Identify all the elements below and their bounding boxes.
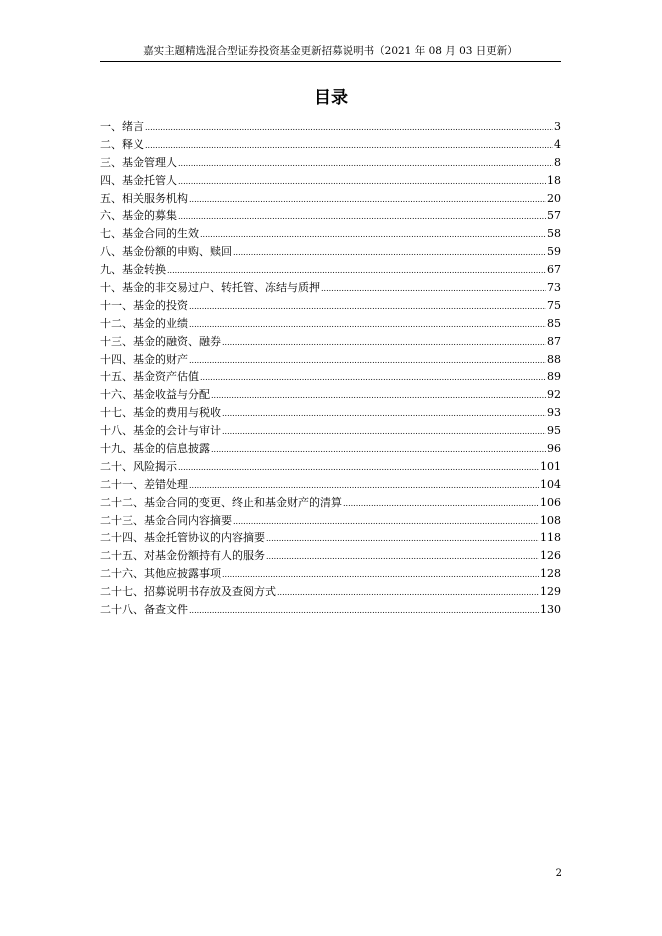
toc-entry[interactable]	[100, 422, 561, 440]
toc-entry-page: 18	[547, 173, 561, 187]
toc-dot-leader	[211, 440, 546, 459]
toc-dot-leader	[222, 422, 546, 441]
toc-entry-label: 八、基金份额的申购、赎回	[100, 245, 232, 259]
toc-entry-page: 85	[547, 316, 561, 330]
toc-entry[interactable]	[100, 297, 561, 315]
toc-dot-leader	[211, 386, 546, 405]
toc-entry[interactable]	[100, 315, 561, 333]
toc-entry-page: 106	[540, 495, 561, 509]
header-rule	[100, 61, 561, 62]
toc-entry-page: 8	[554, 155, 561, 169]
toc-entry-page: 3	[554, 120, 561, 133]
toc-entry[interactable]	[100, 136, 561, 154]
table-of-contents	[100, 118, 561, 619]
toc-entry[interactable]	[100, 333, 561, 351]
toc-entry[interactable]	[100, 529, 561, 547]
toc-entry-label: 二十六、其他应披露事项	[100, 567, 221, 581]
toc-entry[interactable]	[100, 386, 561, 404]
toc-dot-leader	[167, 261, 546, 280]
toc-dot-leader	[189, 190, 546, 209]
toc-dot-leader	[200, 225, 546, 244]
toc-dot-leader	[189, 601, 539, 620]
toc-entry-page: 87	[547, 334, 561, 348]
toc-entry-page: 59	[547, 245, 561, 259]
toc-dot-leader	[222, 404, 546, 423]
toc-dot-leader	[266, 547, 539, 566]
toc-entry-label: 二、释义	[100, 137, 144, 151]
toc-dot-leader	[178, 154, 553, 173]
toc-entry-page: 126	[540, 549, 561, 563]
toc-entry-label: 二十三、基金合同内容摘要	[100, 513, 232, 527]
toc-entry-page: 88	[547, 352, 561, 366]
toc-entry-label: 十三、基金的融资、融券	[100, 334, 221, 348]
toc-entry-label: 十一、基金的投资	[100, 298, 188, 312]
toc-entry-page: 89	[547, 370, 561, 384]
toc-dot-leader	[145, 136, 553, 155]
toc-entry-page: 93	[547, 406, 561, 420]
toc-dot-leader	[277, 583, 539, 602]
toc-entry-page: 4	[554, 137, 561, 151]
toc-entry-label: 九、基金转换	[100, 263, 166, 277]
toc-entry-label: 六、基金的募集	[100, 209, 177, 223]
toc-entry-label: 十二、基金的业绩	[100, 316, 188, 330]
toc-entry-page: 57	[547, 209, 561, 223]
toc-entry-page: 128	[540, 567, 561, 581]
toc-entry-page: 101	[540, 459, 561, 473]
toc-entry-label: 二十二、基金合同的变更、终止和基金财产的清算	[100, 495, 342, 509]
toc-entry[interactable]	[100, 458, 561, 476]
toc-entry[interactable]	[100, 368, 561, 386]
toc-entry-page: 108	[540, 513, 561, 527]
toc-dot-leader	[178, 458, 539, 477]
toc-dot-leader	[145, 118, 553, 137]
toc-dot-leader	[343, 494, 539, 513]
toc-entry-label: 二十、风险揭示	[100, 459, 177, 473]
toc-entry[interactable]	[100, 207, 561, 225]
toc-entry[interactable]	[100, 440, 561, 458]
toc-entry-page: 75	[547, 298, 561, 312]
toc-entry-page: 92	[547, 388, 561, 402]
toc-entry[interactable]	[100, 172, 561, 190]
toc-entry-label: 二十五、对基金份额持有人的服务	[100, 549, 265, 563]
page-number: 2	[555, 868, 562, 879]
toc-entry[interactable]	[100, 154, 561, 172]
toc-entry-page: 58	[547, 227, 561, 241]
toc-entry-label: 二十四、基金托管协议的内容摘要	[100, 531, 265, 545]
toc-entry-page: 95	[547, 424, 561, 438]
toc-entry-label: 四、基金托管人	[100, 173, 177, 187]
toc-entry[interactable]	[100, 279, 561, 297]
running-header: 嘉实主题精选混合型证券投资基金更新招募说明书（2021 年 08 月 03 日更新）	[143, 45, 518, 57]
toc-entry-page: 104	[540, 477, 561, 491]
toc-dot-leader	[222, 565, 539, 584]
toc-entry[interactable]	[100, 261, 561, 279]
toc-entry-label: 十七、基金的费用与税收	[100, 406, 221, 420]
toc-entry-page: 20	[547, 191, 561, 205]
toc-entry-label: 十五、基金资产估值	[100, 370, 199, 384]
toc-entry[interactable]	[100, 512, 561, 530]
toc-dot-leader	[189, 351, 546, 370]
toc-entry-label: 十九、基金的信息披露	[100, 442, 210, 456]
toc-dot-leader	[233, 512, 539, 531]
toc-entry-label: 十四、基金的财产	[100, 352, 188, 366]
toc-dot-leader	[189, 315, 546, 334]
toc-dot-leader	[321, 279, 546, 298]
toc-entry[interactable]	[100, 225, 561, 243]
toc-entry-label: 三、基金管理人	[100, 155, 177, 169]
toc-entry-label: 七、基金合同的生效	[100, 227, 199, 241]
toc-dot-leader	[178, 207, 546, 226]
toc-entry-page: 96	[547, 442, 561, 456]
toc-entry-label: 十八、基金的会计与审计	[100, 424, 221, 438]
toc-entry[interactable]	[100, 190, 561, 208]
toc-dot-leader	[233, 243, 546, 262]
toc-entry-label: 二十七、招募说明书存放及查阅方式	[100, 585, 276, 599]
toc-entry[interactable]	[100, 565, 561, 583]
toc-entry-page: 130	[540, 603, 561, 617]
toc-entry[interactable]	[100, 494, 561, 512]
toc-entry-label: 二十一、差错处理	[100, 477, 188, 491]
toc-dot-leader	[266, 529, 539, 548]
toc-entry[interactable]	[100, 243, 561, 261]
toc-title: 目录	[314, 88, 348, 108]
toc-entry[interactable]	[100, 351, 561, 369]
toc-dot-leader	[178, 172, 546, 191]
toc-entry[interactable]	[100, 583, 561, 601]
toc-entry[interactable]	[100, 601, 561, 619]
toc-entry-label: 五、相关服务机构	[100, 191, 188, 205]
toc-dot-leader	[222, 333, 546, 352]
toc-entry[interactable]	[100, 476, 561, 494]
toc-entry[interactable]	[100, 404, 561, 422]
toc-entry-label: 十六、基金收益与分配	[100, 388, 210, 402]
toc-entry[interactable]	[100, 547, 561, 565]
toc-entry-page: 73	[547, 281, 561, 295]
toc-entry-page: 118	[540, 531, 561, 545]
toc-entry-page: 129	[540, 585, 561, 599]
toc-entry-label: 二十八、备查文件	[100, 603, 188, 617]
toc-entry-page: 67	[547, 263, 561, 277]
toc-dot-leader	[189, 297, 546, 316]
toc-entry-label: 十、基金的非交易过户、转托管、冻结与质押	[100, 281, 320, 295]
toc-entry-label: 一、绪言	[100, 120, 144, 133]
toc-dot-leader	[189, 476, 539, 495]
toc-entry[interactable]	[100, 118, 561, 136]
toc-dot-leader	[200, 368, 546, 387]
